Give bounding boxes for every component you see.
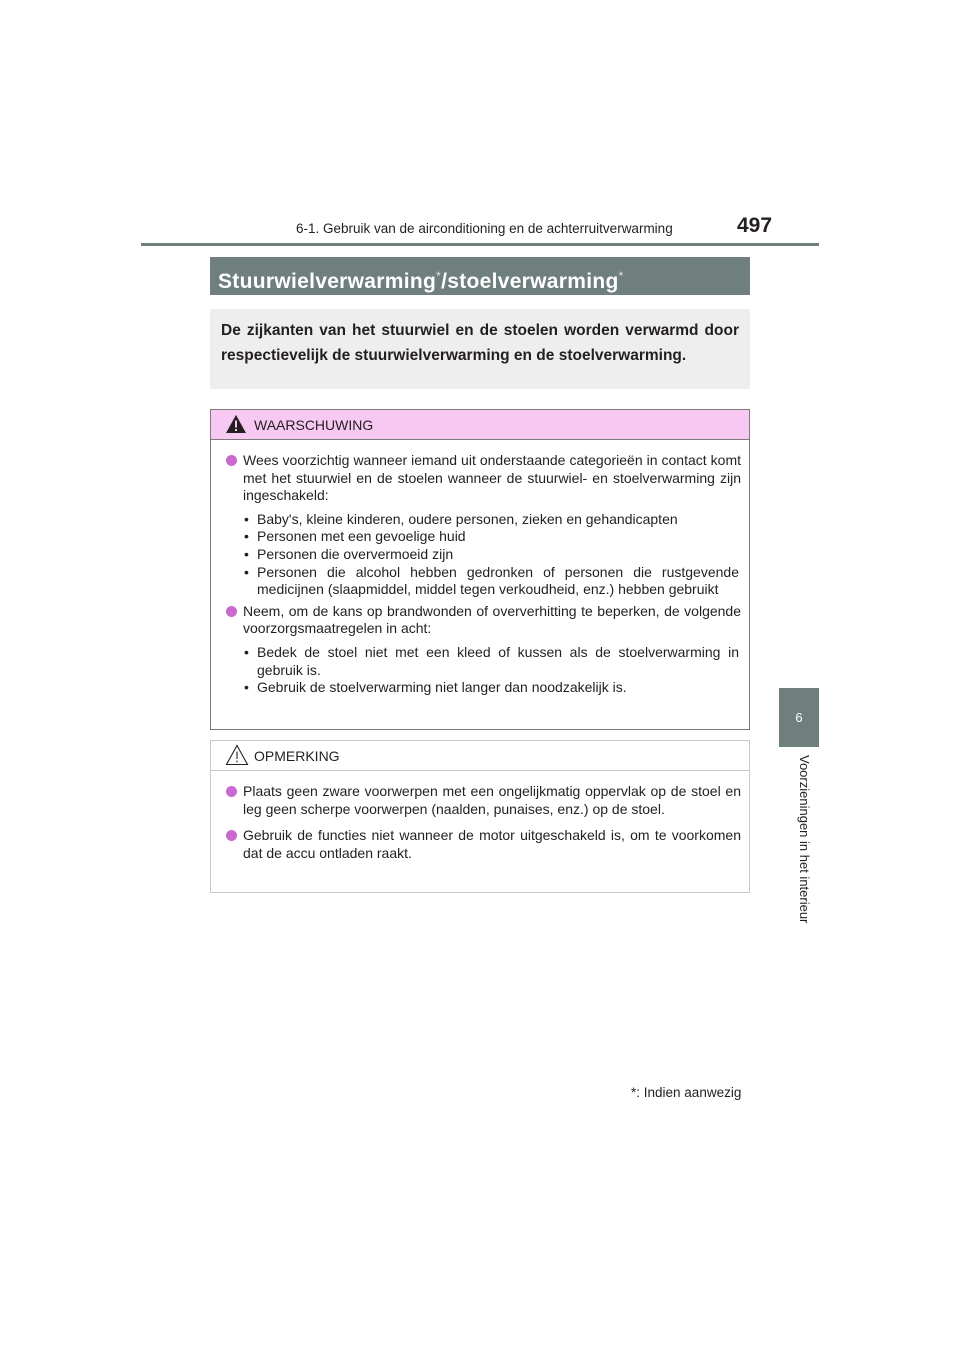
warning-box xyxy=(210,409,750,730)
bullet-icon: • xyxy=(244,545,249,562)
note-item xyxy=(211,827,749,862)
warning-subitem xyxy=(211,528,749,546)
bullet-icon: • xyxy=(244,643,249,660)
chapter-tab-number: 6 xyxy=(795,710,803,725)
bullet-icon: • xyxy=(244,528,249,545)
bullet-icon xyxy=(226,455,237,466)
chapter-tab xyxy=(779,688,819,747)
warning-subitem-text: Gebruik de stoelverwarming niet langer dan noodzakelijk is. xyxy=(257,679,627,696)
warning-subitem-text: Personen die oververmoeid zijn xyxy=(257,545,454,562)
warning-subitem xyxy=(211,679,749,697)
warning-subitem xyxy=(211,511,749,529)
footnote-star: * xyxy=(631,1085,637,1100)
warning-subitem xyxy=(211,644,749,679)
bullet-icon xyxy=(226,830,237,841)
section-heading xyxy=(210,257,750,295)
note-item-text: Gebruik de functies niet wanneer de motor uitgeschakeld is, om te voorkomen dat de accu ontladen raakt. xyxy=(243,827,741,861)
warning-item-text: Neem, om de kans op brandwonden of oververhitting te beperken, de volgende voorzorgsmaatregelen in acht: xyxy=(243,602,741,637)
page-number: 497 xyxy=(737,214,773,237)
warning-label: WAARSCHUWING xyxy=(254,417,374,433)
caution-triangle-icon xyxy=(225,744,249,766)
note-item-text: Plaats geen zware voorwerpen met een ongelijkmatig oppervlak op de stoel en leg geen scherpe voorwerpen (naalden, punaises, enz.) op de stoel. xyxy=(243,783,741,817)
warning-item xyxy=(211,603,749,638)
warning-subitem-text: Bedek de stoel niet met een kleed of kussen als de stoelverwarming in gebruik is. xyxy=(257,643,739,678)
warning-item xyxy=(211,452,749,505)
availability-star: * xyxy=(436,269,442,283)
bullet-icon: • xyxy=(244,563,249,580)
bullet-icon: • xyxy=(244,679,249,696)
warning-triangle-icon xyxy=(225,414,247,434)
bullet-icon xyxy=(226,786,237,797)
warning-content xyxy=(211,440,749,697)
footnote xyxy=(631,1085,741,1100)
note-header xyxy=(211,741,749,771)
note-item xyxy=(211,783,749,818)
note-content xyxy=(211,771,749,862)
chapter-tab-label: Voorzieningen in het interieur xyxy=(797,755,812,924)
section-title-part2: /stoelverwarming xyxy=(441,270,619,293)
footnote-text: : Indien aanwezig xyxy=(636,1085,742,1100)
warning-subitem-text: Personen met een gevoelige huid xyxy=(257,528,466,545)
intro-text: De zijkanten van het stuurwiel en de stoelen worden verwarmd door respectievelijk de stuurwielverwarming en de stoelverwarming. xyxy=(221,322,739,364)
bullet-icon xyxy=(226,606,237,617)
bullet-icon: • xyxy=(244,510,249,527)
section-title-part1: Stuurwielverwarming xyxy=(218,270,437,293)
header-rule xyxy=(141,243,819,246)
warning-item-text: Wees voorzichtig wanneer iemand uit onderstaande categorieën in contact komt met het stuurwiel en de stoelen wanneer de stuurwiel- en stoelverwarming zijn ingeschakeld: xyxy=(243,452,741,504)
warning-header xyxy=(211,410,749,440)
warning-subitem xyxy=(211,564,749,599)
note-label: OPMERKING xyxy=(254,748,340,764)
chapter-title: 6-1. Gebruik van de airconditioning en de achterruitverwarming xyxy=(296,221,673,236)
warning-subitem-text: Personen die alcohol hebben gedronken of personen die rustgevende medicijnen (slaapmiddel, middel tegen verkoudheid, enz.) hebben gebruikt xyxy=(257,563,739,598)
availability-star: * xyxy=(618,269,624,283)
warning-subitem-text: Baby's, kleine kinderen, oudere personen, zieken en gehandicapten xyxy=(257,510,678,527)
warning-subitem xyxy=(211,546,749,564)
intro-box xyxy=(210,309,750,389)
note-box xyxy=(210,740,750,893)
